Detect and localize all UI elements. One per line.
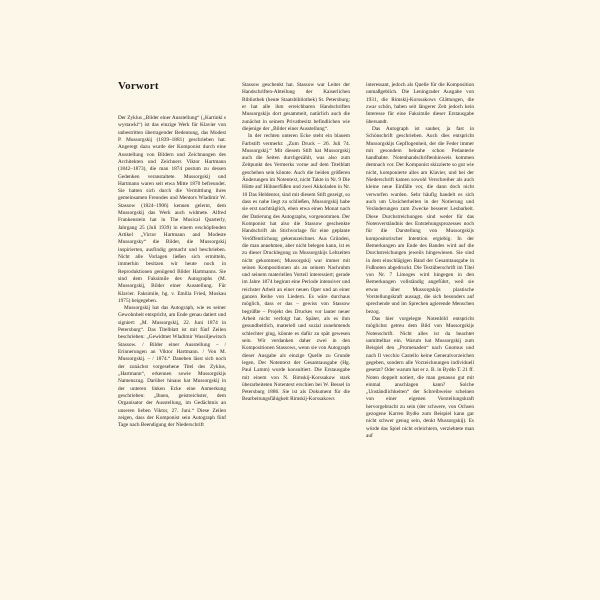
paragraph: Das Autograph ist sauber, ja fast in Schönschrift geschrieben. Auch dies entspricht Mussorgskijs Gepflogenheit, der die Feder immer mit gesondem beinahe schon Pedanterie handhabte. Notenhandschriftenhinweis kommen demnach vor. Der Komponist skizzierte so gut wie nicht, komponierte alles am Klavier, und bei der Niederschrift kamen sowohl Verschreiber als auch kleine neue Einfälle vor, die dann doch nicht verworfen wurden. Sehr häufig handelt es sich auch um Unsicherheiten in der Notierung und Veränderungen zum Zwecke besserer Lesbarkeit. Diese Durchstreichungen sind weder für das Notenverständnis des Entstehungsprozesses noch für die Darstellung von Mussorgskijs kompositorischer Intention ergiebig. In der Bemerkungen am Ende des Bandes wird auf die Durchstreichungen jeweils hingewiesen. Sie sind in dem einschlägigen Band der Gesamtausgabe in Fußnoten abgedruckt. Die Textüberschrift im Titel von Nr. 7 Limoges wird hingegen in den Bemerkungen vollständig angeführt, weil sie etwas über Mussorgskijs plastische Vorstellungskraft aussagt, die sich besonders auf sprechende und im Sprechen agierende Menschen bezog. (366, 125, 474, 315)
paragraph: Das hier vorgelegte Notenbild entspricht möglichst getreu dem Bild von Mussorgskijs Notenschrift. Nicht alles ist da beachtet unmittelbar ein. Warum hat Mussorgskij zum Beispiel den „Promenaden“ nach Gnomus und nach Il vecchio Castello keine Generalvorzeichen gegeben, sondern alle Vorzeichnungen individuell gesetzt? Oder warum hat er z. B. in Bydło T. 21 ff. Noten doppelt notiert, die man genauso gut mit einmal anschlagen kann? Solche „Unständlichkeiten“ der Schreibweise scheinen von einer eigenen Vorstellungskraft hervorgebracht zu sein (der schwere, von Ochsen gezogene Karren Bydło zum Beispiel kann gar nicht schwer genug sein, denkt Mussorgskij). Es würde das Spiel nicht erleichtern, verziehtete man auf (366, 316, 474, 439)
text-column-2 (242, 82, 350, 555)
paragraph: Mussorgskij hat das Autograph, wie es seiner Gewohnheit entspricht, am Ende genau datiert und signiert: „M. Mussorgskij, 22. Juni 1874 in Petersburg“. Das Titelblatt ist mit fünf Zeilen beschrieben: „Gewidmet Wladimir Wassiljewitsch Stassow. / Bilder einer Ausstellung – / Erinnerungen an Viktor Hartmann. / Von M. Mussorgskij. – / 1874.“ Daneben lässt sich noch der zunächst vorgesehene Titel des Zyklus, „Hartmann“, erkennen sowie Mussorgskijs Namenszug. Darüber hinaus hat Mussorgskij in der unteren linken Ecke eine Anmerkung geschrieben: „Ihnen, geistreichster, dem Organisator der Ausstellung, im Gedächtnis an unseren lieben Viktor, 27. Juni.“ Diese Zeilen zeigen, dass der Komponist sein Autograph fünf Tage nach Beendigung der Niederschrift (118, 305, 226, 429)
page-title: Vorwort (118, 80, 159, 92)
text-column-3 (366, 82, 474, 555)
paragraph: In der rechten unteren Ecke steht ein blauem Farbstift vermerkt: „Zum Druck – 26. Juli 74. Mussorgskij.“ Mit diesem Stift hat Mussorgskij auch die Seiten durchgezählt, was also zum Zeitpunkt des Vermerks vorne auf dem Titelblatt geschehen sein könnte. Auch die beiden größeren Änderungen im Notentext, nicht Takte in Nr. 9 Die Hütte auf Hühnerfüßen und zwei Akkoladen in Nr. 10 Das Heldentor, sind mit diesem Stift gezeigt, so dass es nahe liegt zu schließen, Mussorgskij habe sie erst nachträglich, eben etwa einen Monat nach der Datierung des Autographs, vorgenommen. Der Komponist hat also die Stassow geschenkte Handschrift als Stichvorlage für eine geplante Veröffentlichung gekennzeichnet. Aus Gründen, die man annehmen, aber nicht belegen kann, ist es zu dieser Drucklegung zu Mussorgskijs Lebzeiten nicht gekommen; Mussorgskij war immer mit seinen Kompositionen als an seinem Nachruhm und seinem materiellen Vorteil interessiert; gerade im Jahre 1874 beginnt eine Periode intensiver und reichster Arbeit an einer neuen Oper und an einer ganzen Reihe von Liedern. Es wäre durchaus möglich, dass er das – gewiss von Stassow begrüßte – Projekt des Druckes vor lauter neuer Arbeit nicht verfolgt hat. Später, als es ihm gesundheitlich, materiell und sozial zunehmends schlechter ging, könnte es dafür zu spät gewesen sein. Wir verdanken daher zwei in den Kompositionen Stassows, wenn sie von Autograph dieser Ausgabe als einzige Quelle zu Grunde legen. Der Notentext der Gesamtausgabe (Hg. Paul Lamm) wurde konsultiert. Die Erstausgabe mit einem von N. Rimskij-Korssakow stark überarbeiteten Notentext erschien bei W. Bessel in Petersburg 1886. Sie ist als Dokument für die Bearbeitungsfähigkeit Rimskij-Korssakows (242, 133, 350, 403)
paragraph: Stassow geschenkt hat. Stassow war Leiter der Handschriften-Abteilung der Kaiserlichen Bibliothek (heute Staatsbibliothek) St. Petersburg; er hat alle ihm erreichbaren Handschriften Mussorgskijs dort gesammelt, natürlich auch die zunächst in seinem Privatbesitz befindlichen wie diejenige der „Bilder einer Ausstellung“. (242, 82, 350, 132)
text-column-1 (118, 115, 226, 555)
paragraph: interessant, jedoch als Quelle für die Komposition unmaßgeblich. Die Leningrader Ausgabe von 1931, die Rimskij-Korssakows Glättungen, die zwar schön, haben seit längerer Zeit jedoch kein Interesse für eine Faksimile dieser Erstausgabe übersandt. (366, 82, 474, 125)
paragraph: Der Zyklus „Bilder einer Ausstellung“ („Kartinki s wystawki“) ist das einzige Werk für Klavier von unbestritten überragender Bedeutung, das Modest P. Mussorgskij (1839–1881) geschrieben hat. Angeregt dazu wurde der Komponist durch eine Ausstellung von Bildern und Zeichnungen des Architekten und Zeichners Viktor Hartmann (1842–1873), die man 1874 postum zu dessen Gedenken veranstaltete. Mussorgskij und Hartmann waren seit etwa Mitte 1870 befreundet. Sie hatten sich durch die Vermittlung ihres gemeinsamen Freundes und Mentors Wladimir W. Stassow (1824–1906) kennen gelernt, dem Mussorgskij das Werk auch widmete. Alfred Frankenstein hat in The Musical Quarterly, Jahrgang 25 (Juli 1939) in einem erschöpfenden Artikel „Victor Hartmann and Modeste Mussorgsky“ die Bilder, die Mussorgskij inspirierten, ausfindig gemacht und beschrieben. Nicht alle Vorlagen ließen sich ermitteln, immerhin besitzen wir heute noch in Reproduktionen genügend Bilder Hartmanns. Sie sind dem Faksimile des Autographs (M. Mussorgskij, Bilder einer Ausstellung. Für Klavier. Faksimile, hg. v. Emilia Fried, Moskau 1975) beigegeben. (118, 115, 226, 304)
